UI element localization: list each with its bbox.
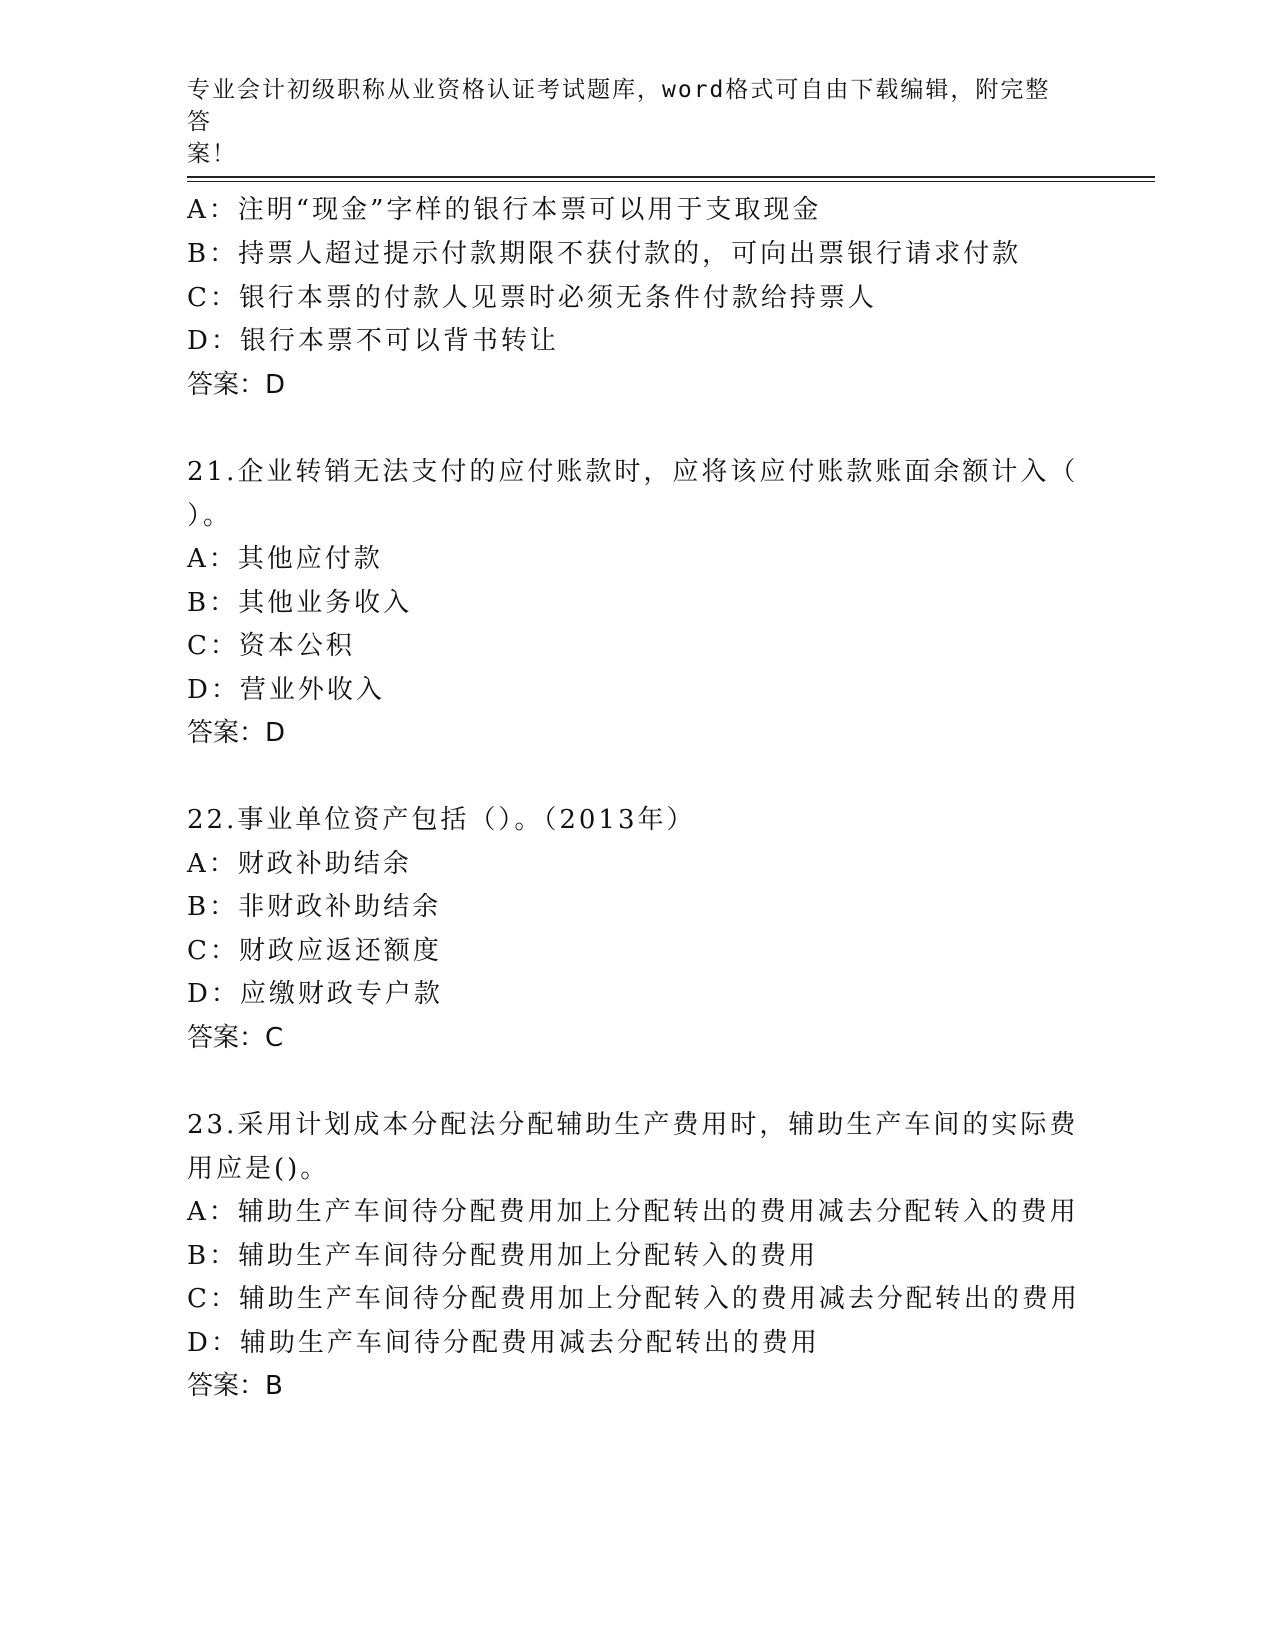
question-23-stem: 23.采用计划成本分配法分配辅助生产费用时，辅助生产车间的实际费 [187, 1110, 1079, 1140]
question-22-option-c: C：财政应返还额度 [187, 936, 442, 966]
question-22-stem: 22.事业单位资产包括（）。（2013年） [187, 805, 696, 835]
document-header [187, 74, 1067, 170]
header-line-2: 案！ [187, 141, 237, 167]
header-divider-thick [187, 176, 1155, 178]
answer: 答案：D [187, 370, 286, 400]
question-21-answer: 答案：D [187, 718, 286, 748]
question-21-stem: 21.企业转销无法支付的应付账款时，应将该应付账款账面余额计入（ [187, 457, 1079, 487]
question-23-option-d: D：辅助生产车间待分配费用减去分配转出的费用 [187, 1328, 820, 1358]
option-d: D：银行本票不可以背书转让 [187, 326, 559, 356]
question-21-stem-cont: ）。 [187, 501, 233, 531]
question-21-option-d: D：营业外收入 [187, 675, 385, 705]
question-23-option-b: B：辅助生产车间待分配费用加上分配转入的费用 [187, 1241, 819, 1271]
question-23-stem-cont: 用应是()。 [187, 1154, 330, 1184]
option-a: A：注明“现金”字样的银行本票可以用于支取现金 [187, 195, 822, 225]
question-21-option-b: B：其他业务收入 [187, 588, 413, 618]
question-23-answer: 答案：B [187, 1371, 283, 1401]
question-22-answer: 答案：C [187, 1023, 284, 1053]
question-21-option-c: C：资本公积 [187, 631, 355, 661]
question-22-option-b: B：非财政补助结余 [187, 892, 442, 922]
header-line-1: 专业会计初级职称从业资格认证考试题库，word格式可自由下载编辑，附完整答 [187, 77, 1051, 135]
header-divider-thin [187, 181, 1155, 182]
question-21-option-a: A：其他应付款 [187, 544, 383, 574]
question-23-option-c: C：辅助生产车间待分配费用加上分配转入的费用减去分配转出的费用 [187, 1284, 1080, 1314]
option-c: C：银行本票的付款人见票时必须无条件付款给持票人 [187, 283, 877, 313]
question-22-option-a: A：财政补助结余 [187, 849, 412, 879]
question-23-option-a: A：辅助生产车间待分配费用加上分配转出的费用减去分配转入的费用 [187, 1197, 1079, 1227]
question-22-option-d: D：应缴财政专户款 [187, 979, 443, 1009]
option-b: B：持票人超过提示付款期限不获付款的，可向出票银行请求付款 [187, 239, 1022, 269]
